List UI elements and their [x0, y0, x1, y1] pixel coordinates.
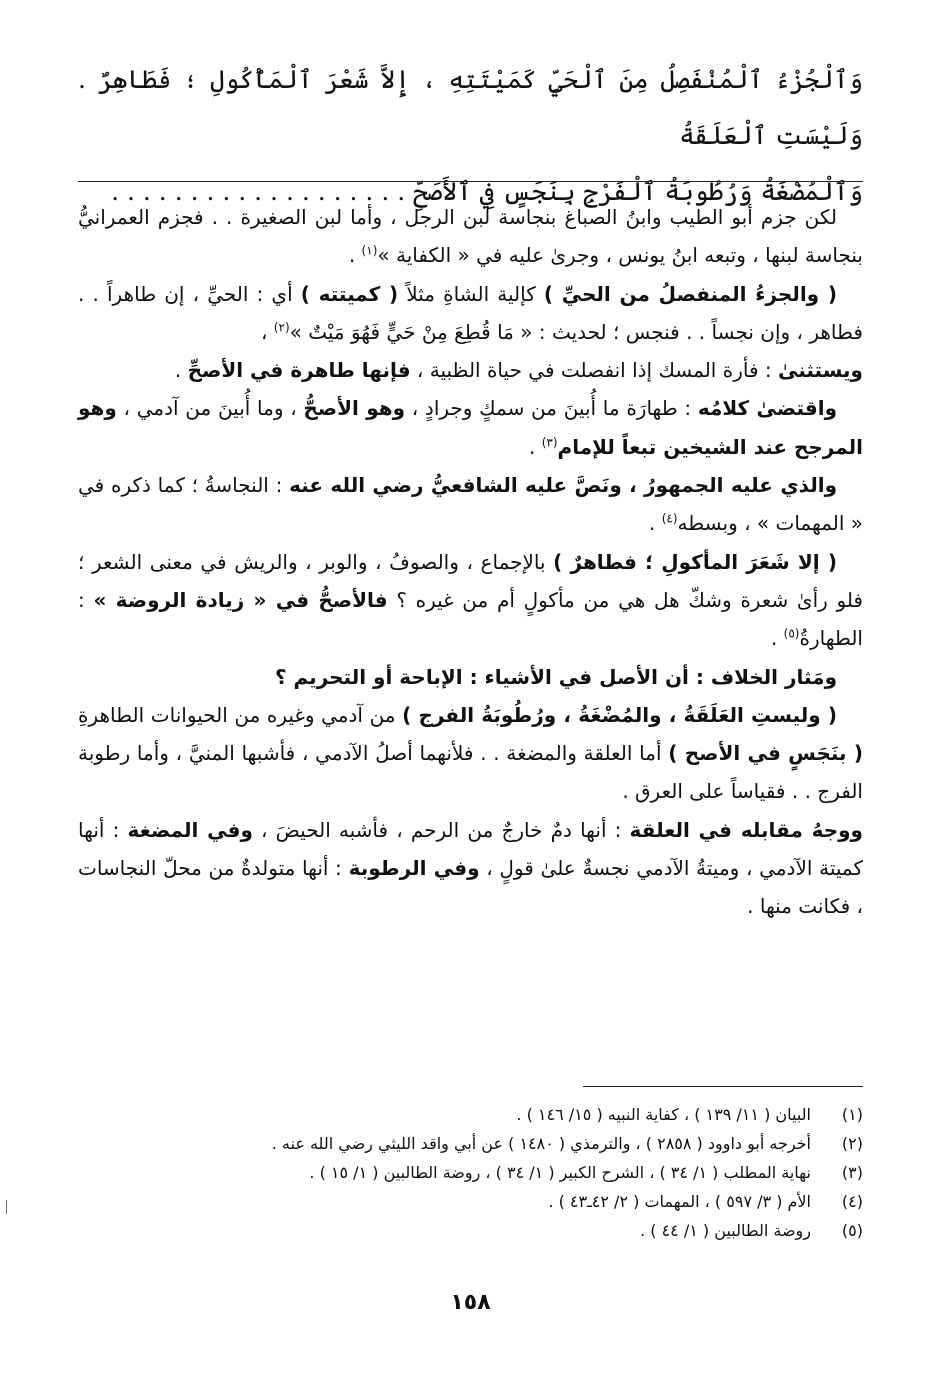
footnote-number: (١) [841, 1105, 863, 1124]
footnote-text: نهاية المطلب ( ١/ ٣٤ ) ، الشرح الكبير ( ١/ ٣٤ ) ، روضة الطالبين ( ١/ ١٥ ) . [309, 1163, 811, 1182]
paragraph-9 [78, 811, 863, 926]
bold-span: ووجهُ مقابله في العلقة [629, 817, 863, 842]
matn-text [78, 52, 863, 220]
text-span: كإلية الشاةِ مثلاً [398, 281, 544, 306]
footnote-number: (٣) [841, 1163, 863, 1182]
bold-span: فالأصحُّ في « زيادة الروضة » [93, 587, 388, 612]
footnote-number: (٤) [841, 1192, 863, 1211]
paragraph-7 [78, 658, 863, 696]
bold-span: وفي الرطوبة [348, 856, 480, 881]
bold-span: وفي المضغة [127, 817, 253, 842]
footnote-text: روضة الطالبين ( ١/ ٤٤ ) . [640, 1221, 811, 1240]
text-span: : النجاسةُ ؛ كما ذكره في « المهمات » ، وبسطه [78, 473, 863, 536]
commentary-text [78, 198, 863, 926]
text-span: : أنها كميتة الآدمي ، وميتةُ الآدمي نجسةٌ علىٰ قولٍ ، [78, 817, 864, 881]
footnote-4 [78, 1187, 863, 1216]
matn-line-1: وَٱلْجُزْءُ ٱلْمُنْفَصِلُ مِنَ ٱلْحَيِّ كَمَيْتَتِهِ ، إِلاَّ شَعْرَ ٱلْمَأْكُولِ ؛ فَطَاهِرٌ . وَلَيْسَتِ ٱلْعَلَقَةُ [78, 65, 863, 150]
paragraph-2 [78, 275, 863, 352]
text-span: : أنها دمٌ خارجٌ من الرحم ، فأشبه الحيضَ ، [252, 817, 630, 842]
page-number: ١٥٨ [450, 1290, 491, 1315]
text-span: . [770, 626, 784, 651]
text-span: من آدمي وغيره من الحيوانات الطاهرةِ [78, 702, 403, 727]
paragraph-8 [78, 696, 863, 811]
bold-span: ( بنَجَسٍ في الأصح ) [668, 741, 864, 766]
footnote-5 [78, 1216, 863, 1245]
paragraph-3 [78, 351, 863, 389]
footnote-3 [78, 1158, 863, 1187]
footnote-text: البيان ( ١١/ ١٣٩ ) ، كفاية النبيه ( ١٥/ ١٤٦ ) . [516, 1105, 811, 1124]
text-span: أي : الحيِّ ، إن طاهراً . . فطاهر ، وإن نجساً . . فنجس ؛ لحديث : « مَا قُطِعَ مِنْ حَيٍّ فَهُوَ مَيْتٌ » [78, 281, 863, 344]
matn-separator-rule [78, 181, 863, 182]
footnote-ref: (٥) [783, 626, 800, 641]
text-span: : الطهارةُ [78, 587, 863, 651]
footnotes [78, 1100, 863, 1245]
footnote-number: (٥) [841, 1221, 863, 1240]
scan-margin-mark [6, 1200, 7, 1214]
text-span: بالإجماع ، والصوفُ ، والوبر ، والريش في معنى الشعر ؛ فلو رأىٰ شعرة وشكّ هل هي من مأكولٍ أم من غيره ؟ [78, 549, 863, 612]
text-span: : طهارَة ما أُبينَ من سمكٍ وجرادٍ ، [405, 396, 698, 421]
paragraph-5 [78, 466, 863, 543]
text-span: ، وما أُبينَ من آدمي ، [116, 396, 304, 421]
bold-span: والذي عليه الجمهورُ ، ونَصَّ عليه الشافعيُّ رضي الله عنه [289, 473, 838, 498]
bold-span: ( كميتته ) [300, 281, 399, 306]
bold-span: ومَثار الخلاف : أن الأصل في الأشياء : الإباحة أو التحريم ؟ [274, 664, 837, 689]
paragraph-1 [78, 198, 863, 275]
footnote-ref: (٢) [273, 320, 290, 335]
paragraph-4 [78, 389, 863, 466]
text-span: لكن جزم أبو الطيب وابنُ الصباغ بنجاسة لبن الرجل ، وأما لبن الصغيرة . . فجزم العمرانيُّ بنجاسة لبنها ، وتبعه ابنُ يونس ، وجرىٰ عليه في « الكفاية » [78, 205, 863, 268]
text-span: ، [260, 319, 274, 344]
text-span: . [348, 243, 362, 268]
footnote-ref: (١) [361, 243, 378, 258]
bold-span: ويستثنىٰ [777, 358, 863, 383]
bold-span: واقتضىٰ كلامُه [697, 396, 837, 421]
footnote-ref: (٤) [661, 511, 678, 526]
bold-span: فإنها طاهرة في الأصحِّ [187, 358, 411, 383]
bold-span: ( إلا شَعَرَ المأكولِ ؛ فطاهرٌ ) [553, 549, 838, 574]
footnote-text: الأم ( ٣/ ٥٩٧ ) ، المهمات ( ٢/ ٤٢ـ٤٣ ) . [548, 1192, 811, 1211]
footnotes-separator-rule [583, 1086, 863, 1087]
text-span: : أنها متولدةٌ من محلّ النجاسات ، فكانت منها . [78, 856, 863, 919]
footnote-number: (٢) [841, 1134, 863, 1153]
footnote-1 [78, 1100, 863, 1129]
footnote-ref: (٣) [541, 435, 558, 450]
footnote-text: أخرجه أبو داوود ( ٢٨٥٨ ) ، والترمذي ( ١٤٨٠ ) عن أبي واقد الليثي رضي الله عنه . [271, 1134, 811, 1153]
text-span: : فأرة المسك إذا انفصلت في حياة الظبية ، [410, 358, 778, 383]
paragraph-6 [78, 543, 863, 658]
text-span: . [174, 358, 188, 383]
bold-span: وهو الأصحُّ [303, 396, 406, 421]
matn-line-2: وَٱلْمُضْغَةُ وَرُطُوبَةُ ٱلْفَرْجِ بِنَجَسٍ فِي ٱلأَصَحِّ . . . . . . . . . . . . . . . . . . . [111, 177, 863, 206]
text-span: أما العلقة والمضغة . . فلأنهما أصلُ الآدمي ، فأشبها المنيَّ ، وأما رطوبة الفرج . . فقياساً على العرق . [78, 741, 863, 804]
footnote-2 [78, 1129, 863, 1158]
bold-span: ( والجزءُ المنفصلُ من الحيِّ ) [543, 281, 837, 306]
bold-span: وهو المرجح عند الشيخين تبعاً للإمام [78, 396, 863, 459]
text-span: . [529, 434, 542, 459]
text-span: . [648, 511, 662, 536]
bold-span: ( وليستِ العَلَقَةُ ، والمُضْغَةُ ، ورُطُوبَةُ الفرج ) [402, 702, 838, 727]
